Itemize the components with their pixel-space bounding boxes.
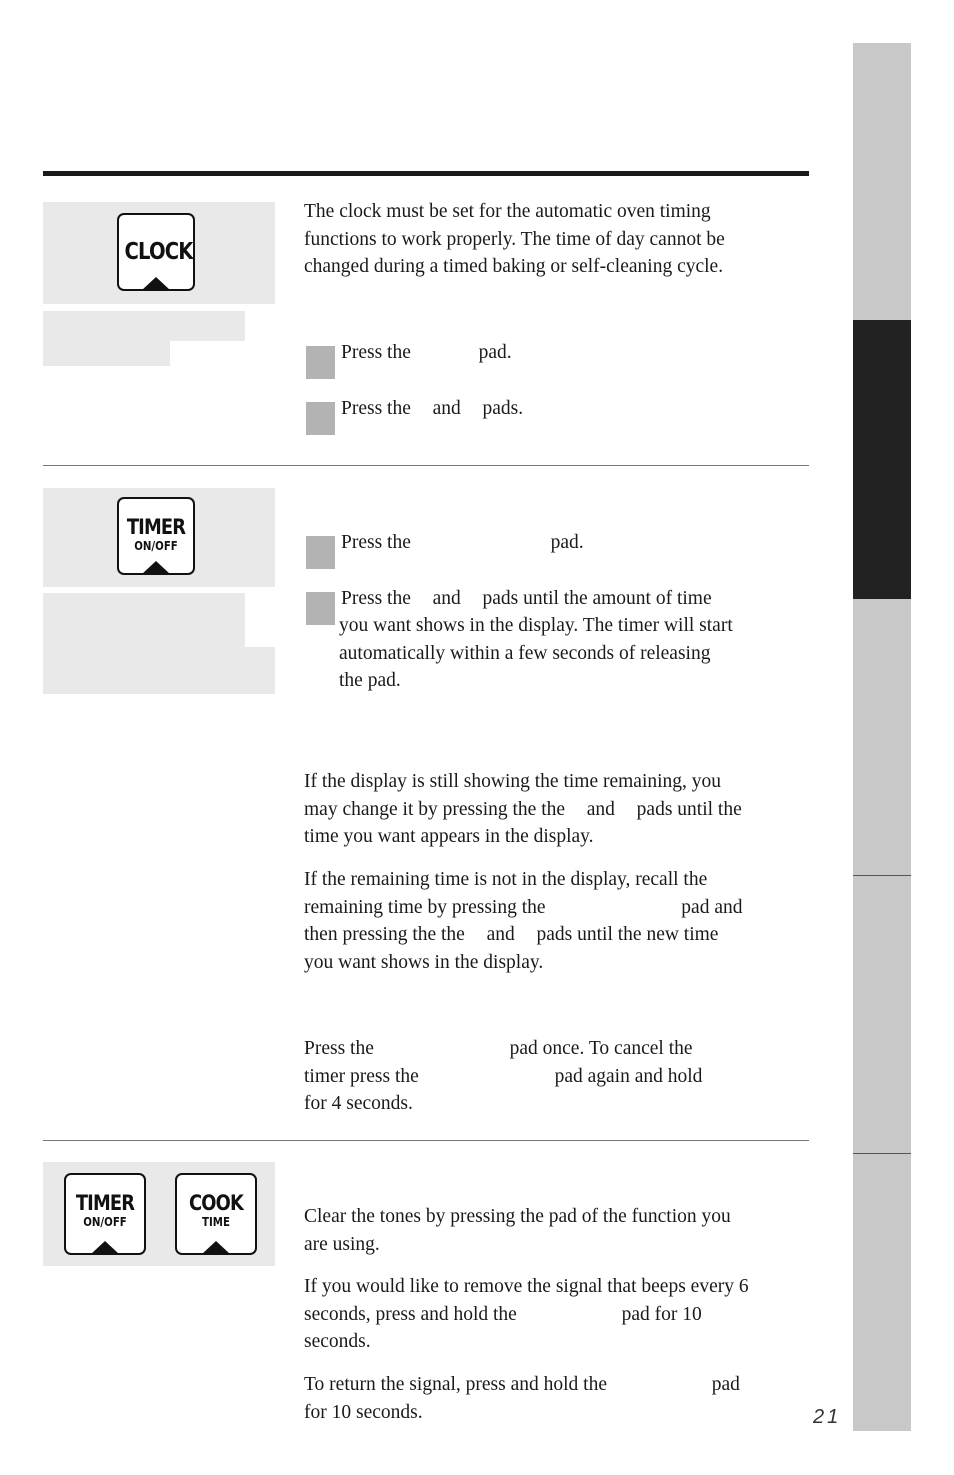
timer-heading-block [43, 647, 275, 694]
timer-step-2-cont: you want shows in the display. The timer will start automatically within a few seconds of releasing the pad. [339, 615, 733, 691]
step-1-marker [306, 536, 335, 569]
timer-pad-label: TIMER [75, 1191, 135, 1215]
side-tab-top [853, 43, 911, 320]
timer-heading-block [43, 593, 245, 647]
signal-para-1: Clear the tones by pressing the pad of the function you are using. [304, 1206, 731, 1255]
clock-heading-block [43, 311, 245, 341]
timer-on-off-pad [64, 1173, 146, 1255]
timer-cancel-para: Press the pad once. To cancel the timer press the pad again and hold for 4 seconds. [304, 1038, 703, 1114]
timer-step-2: Press the and pads until the amount of time [341, 588, 712, 609]
page-number: 21 [813, 1406, 842, 1428]
timer-step-1: Press the pad. [341, 532, 584, 553]
arrow-up-icon [142, 277, 170, 290]
arrow-up-icon [142, 561, 170, 574]
section-divider [43, 1140, 809, 1141]
clock-step-1: Press the pad. [341, 342, 512, 363]
section-divider [43, 465, 809, 466]
top-rule [43, 171, 809, 176]
step-1-marker [306, 346, 335, 379]
arrow-up-icon [91, 1241, 119, 1254]
signal-para-2: If you would like to remove the signal that beeps every 6 seconds, press and hold the pad for 10 seconds. [304, 1276, 749, 1352]
timer-pad-label: TIMER [126, 515, 186, 539]
side-tab-bottom [853, 599, 911, 1431]
side-tab-divider [853, 875, 911, 876]
cook-time-pad [175, 1173, 257, 1255]
cook-pad-sublabel: TIME [202, 1215, 230, 1229]
side-tab-active [853, 320, 911, 599]
step-2-marker [306, 592, 335, 625]
arrow-up-icon [202, 1241, 230, 1254]
timer-change-para-1: If the display is still showing the time remaining, you may change it by pressing the the and pads until the time you want appears in the display. [304, 771, 742, 847]
clock-step-2: Press the and pads. [341, 398, 524, 419]
signal-para-3: To return the signal, press and hold the pad for 10 seconds. [304, 1374, 740, 1423]
timer-on-off-pad [117, 497, 195, 575]
timer-pad-sublabel: ON/OFF [83, 1215, 127, 1229]
clock-heading-block [43, 341, 170, 366]
timer-pad-sublabel: ON/OFF [134, 539, 178, 553]
side-tab-divider [853, 1153, 911, 1154]
step-2-marker [306, 402, 335, 435]
cook-pad-label: COOK [189, 1191, 243, 1215]
timer-change-para-2: If the remaining time is not in the display, recall the remaining time by pressing the pad and then pressing the the and pads until the new time you want shows in the display. [304, 869, 743, 973]
clock-intro: The clock must be set for the automatic oven timing functions to work properly. The time of day cannot be changed during a timed baking or self-cleaning cycle. [304, 201, 725, 277]
clock-pad [117, 213, 195, 291]
clock-pad-label: CLOCK [124, 239, 193, 265]
